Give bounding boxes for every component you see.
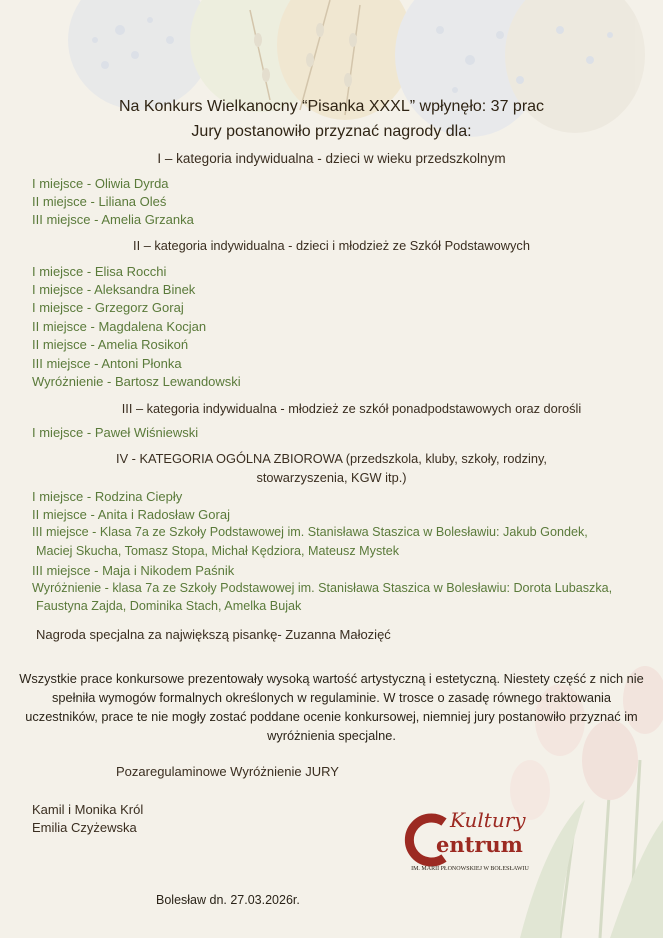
footer-date: Bolesław dn. 27.03.2026r. (156, 893, 300, 907)
list-item: I miejsce - Paweł Wiśniewski (32, 425, 199, 440)
category-4-title-line-1: IV - KATEGORIA OGÓLNA ZBIOROWA (przedszkola, kluby, szkoły, rodziny, (116, 451, 547, 466)
list-item: Faustyna Zajda, Dominika Stach, Amelka Bujak (36, 599, 302, 613)
statement-line-1: Wszystkie prace konkursowe prezentowały wysoką wartość artystyczną i estetyczną. Niestety część z nich nie (19, 671, 644, 686)
category-2-title: II – kategoria indywidualna - dzieci i młodzież ze Szkół Podstawowych (133, 238, 530, 253)
list-item: III miejsce - Antoni Płonka (32, 356, 182, 371)
centrum-kultury-logo (400, 810, 540, 880)
category-4-title-line-2: stowarzyszenia, KGW itp.) (256, 470, 407, 485)
statement-line-3: uczestników, prace te nie mogły zostać poddane ocenie konkursowej, niemniej jury postanowiło przyznać im (25, 709, 638, 724)
statement-line-4: wyróżnienia specjalne. (267, 728, 396, 743)
list-item: I miejsce - Rodzina Ciepły (32, 489, 183, 504)
category-1-title: I – kategoria indywidualna - dzieci w wieku przedszkolnym (157, 151, 506, 166)
list-item: Wyróżnienie - klasa 7a ze Szkoły Podstawowej im. Stanisława Staszica w Bolesławiu: Dorota Lubaszka, (32, 581, 613, 595)
list-item: II miejsce - Liliana Oleś (32, 194, 167, 209)
list-item: I miejsce - Grzegorz Goraj (32, 300, 184, 315)
list-item: II miejsce - Anita i Radosław Goraj (32, 507, 230, 522)
list-item: I miejsce - Aleksandra Binek (32, 282, 196, 297)
list-item: I miejsce - Elisa Rocchi (32, 264, 167, 279)
list-item: Wyróżnienie - Bartosz Lewandowski (32, 374, 241, 389)
list-item: Maciej Skucha, Tomasz Stopa, Michał Kędziora, Mateusz Mystek (36, 544, 400, 558)
logo-subtitle: IM. MARII PŁONOWSKIEJ W BOLESŁAWIU (411, 866, 529, 872)
list-item: Kamil i Monika Król (32, 802, 144, 817)
header-line-2: Jury postanowiło przyznać nagrody dla: (191, 123, 472, 140)
category-3-title: III – kategoria indywidualna - młodzież ze szkół ponadpodstawowych oraz dorośli (121, 401, 582, 416)
list-item: III miejsce - Amelia Grzanka (32, 212, 194, 227)
list-item: Emilia Czyżewska (32, 820, 137, 835)
logo-word-kultury: Kultury (450, 808, 526, 832)
statement-line-2: spełniła wymogów formalnych określonych w regulaminie. W trosce o zasadę równego traktowania (51, 690, 612, 705)
list-item: II miejsce - Amelia Rosikoń (32, 337, 189, 352)
list-item: II miejsce - Magdalena Kocjan (32, 319, 207, 334)
list-item: III miejsce - Klasa 7a ze Szkoły Podstawowej im. Stanisława Staszica w Bolesławiu: Jakub Gondek, (32, 525, 588, 539)
special-prize: Nagroda specjalna za największą pisankę- Zuzanna Małozięć (36, 627, 391, 642)
list-item: I miejsce - Oliwia Dyrda (32, 176, 169, 191)
header-line-1: Na Konkurs Wielkanocny “Pisanka XXXL” wpłynęło: 37 prac (118, 98, 545, 115)
list-item: III miejsce - Maja i Nikodem Paśnik (32, 563, 235, 578)
logo-word-centrum: entrum (436, 832, 523, 857)
extra-award-title: Pozaregulaminowe Wyróżnienie JURY (116, 764, 339, 779)
